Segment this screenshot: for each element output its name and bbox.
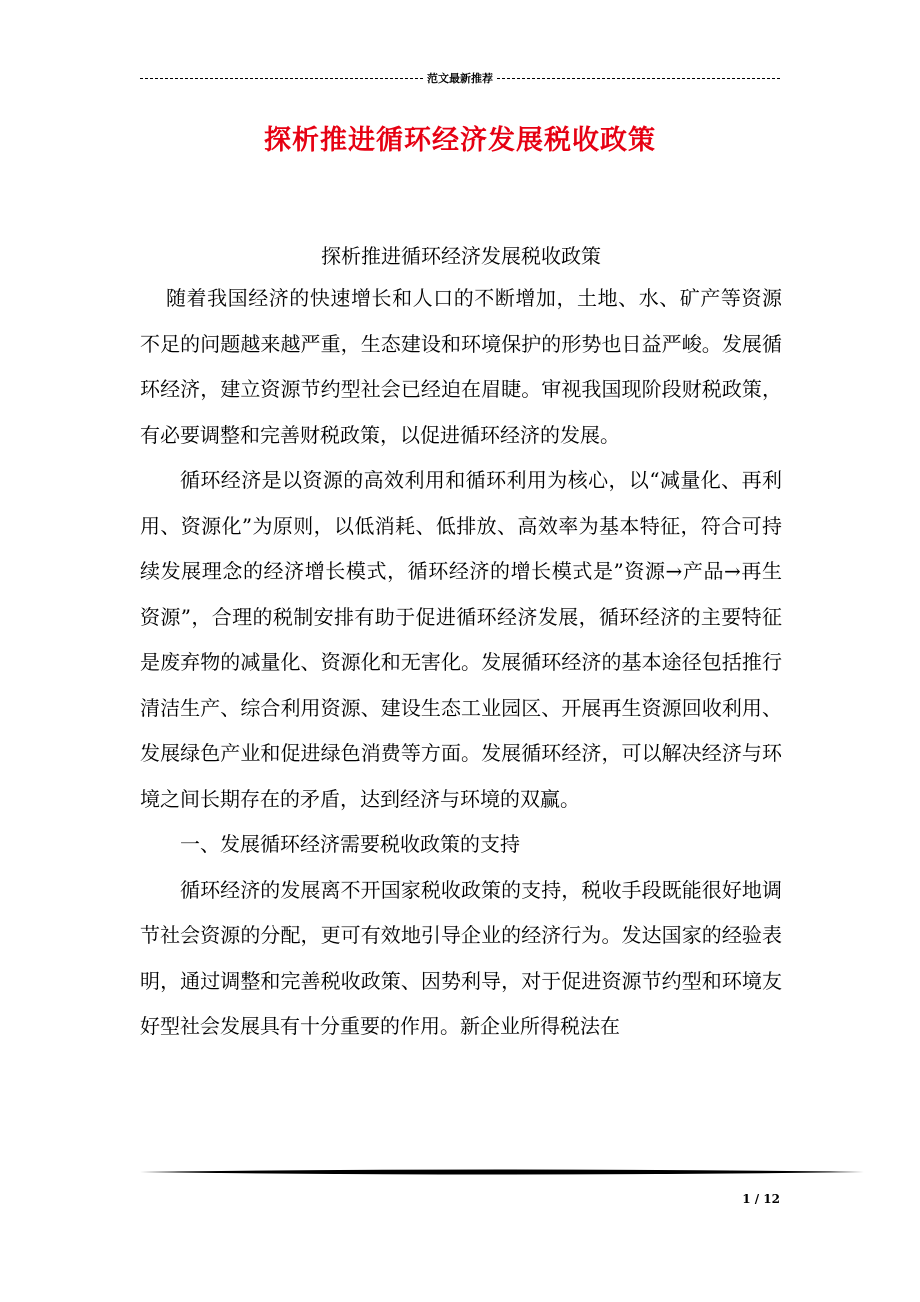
header-label: 范文最新推荐 [427,72,493,85]
body-paragraph: 循环经济是以资源的高效利用和循环利用为核心，以“减量化、再利用、资源化”为原则，以低消耗、低排放、高效率为基本特征，符合可持续发展理念的经济增长模式，循环经济的增长模式是”资源→产品→再生资源”，合理的税制安排有助于促进循环经济发展，循环经济的主要特征是废弃物的减量化、资源化和无害化。发展循环经济的基本途径包括推行清洁生产、综合利用资源、建设生态工业园区、开展再生资源回收利用、发展绿色产业和促进绿色消费等方面。发展循环经济，可以解决经济与环境之间长期存在的矛盾，达到经济与环境的双赢。 [140,468,782,811]
page-header [140,68,780,88]
document-body [140,236,782,1050]
document-subtitle: 探析推进循环经济发展税收政策 [321,244,601,268]
header-dashes-left [140,78,423,79]
document-title: 探析推进循环经济发展税收政策 [264,125,656,156]
body-paragraph: 随着我国经济的快速增长和人口的不断增加，土地、水、矿产等资源不足的问题越来越严重，生态建设和环境保护的形势也日益严峻。发展循环经济，建立资源节约型社会已经迫在眉睫。审视我国现阶段财税政策，有必要调整和完善财税政策，以促进循环经济的发展。 [140,286,782,447]
body-paragraph: 循环经济的发展离不开国家税收政策的支持，税收手段既能很好地调节社会资源的分配，更可有效地引导企业的经济行为。发达国家的经验表明，通过调整和完善税收政策、因势利导，对于促进资源节约型和环境友好型社会发展具有十分重要的作用。新企业所得税法在 [140,877,782,1038]
header-dashes-right [497,78,780,79]
footer-divider [140,1168,864,1176]
page-indicator: 1 / 12 [742,1192,780,1206]
section-heading: 一、发展循环经济需要税收政策的支持 [180,832,520,856]
